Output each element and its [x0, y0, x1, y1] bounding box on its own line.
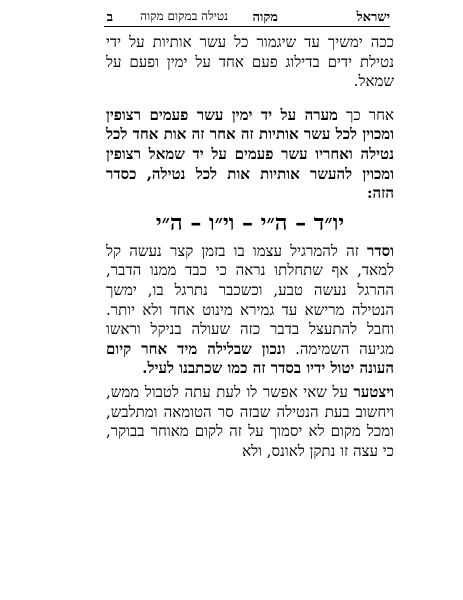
running-header [104, 5, 390, 27]
paragraph-3-bold: ונכון שבלילה מיד אחר קיום העונה יטול ידיו בסדר זה כמו שכתבנו לעיל. [106, 339, 394, 378]
paragraph-2-lead: אחר כך [337, 105, 395, 124]
paragraph-3 [106, 242, 394, 379]
paragraph-1: ככה ימשיך עד שיגמור כל עשר אותיות על ידי נטילת ידים בדילוג פעם אחד על ימין ופעם על שמאל. [106, 33, 394, 91]
header-subtitle: נטילה במקום מקוה [140, 9, 228, 23]
header-page-number: ב [106, 10, 113, 25]
paragraph-4-lead: ויצטער [353, 382, 394, 401]
paragraph-2 [106, 106, 394, 204]
page-body [106, 33, 394, 461]
divine-name-formula: יו״ד – ה״י – וי״ו – ה״י [155, 209, 345, 236]
header-rule [104, 26, 390, 27]
paragraph-4 [106, 383, 394, 461]
paragraph-3-text: זה להמרגיל עצמו בו בזמן קצר נעשה קל למאד, אף שתחלתו נראה כי כבד ממנו הדבר, ההרגל נעשה טבע, וכשכבר נתרגל בו, ימשך הנטילה מרישא עד גמירא מינוט אחד ולא יותר. וחבל להתעצל בדבר כזה שעולה בניקל וראשו מגיעה השמימה. [106, 241, 394, 358]
paragraph-3-lead: וסדר [367, 241, 394, 260]
header-book-title: ישראל [356, 10, 390, 25]
paragraph-2-bold: מערה על יד ימין עשר פעמים רצופין ומכוין לכל עשר אותיות זה אחר זה אות אחד לכל נטילה ואחריו עשר פעמים על יד שמאל רצופין ומכוין להעשר אותיות אות לכל נטילה, כסדר הזה: [106, 105, 394, 203]
header-chapter-title: מקוה [252, 10, 278, 25]
paragraph-4-text: על שאי אפשר לו לעת עתה לטבול ממש, ויחשוב בעת הנטילה שבזה סר הטומאה ומתלבש, ומכל מקום לא יסמוך על זה לקום מאוחר בבוקר, כי עצה זו נתקן לאונס, ולא [106, 382, 394, 460]
